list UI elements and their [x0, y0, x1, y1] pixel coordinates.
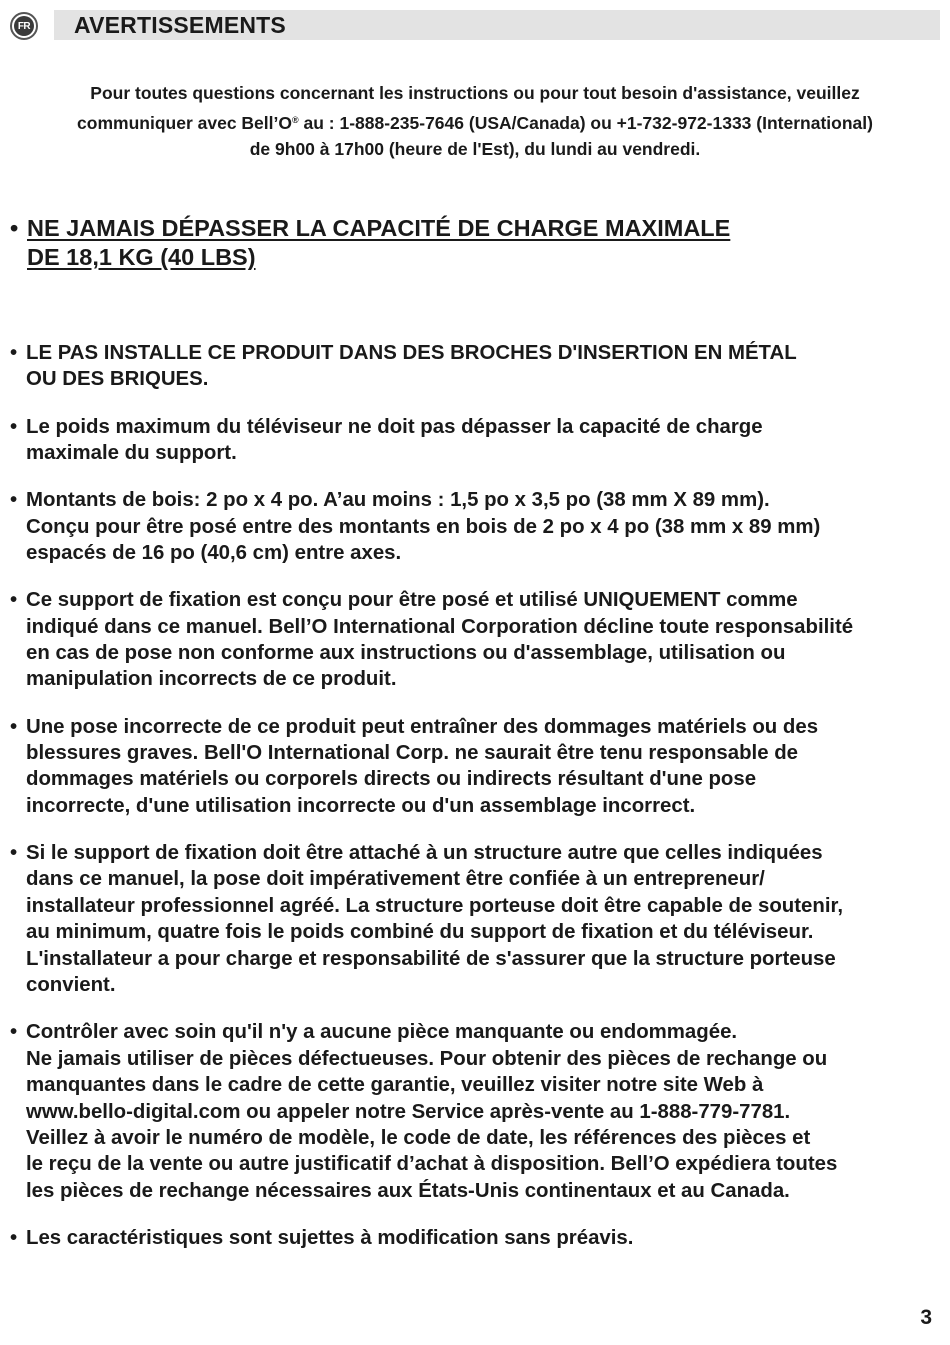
list-item-line: manquantes dans le cadre de cette garantie, veuillez visiter notre site Web à — [26, 1074, 764, 1097]
list-item-line: blessures graves. Bell'O International Corp. ne saurait être tenu responsable de — [26, 742, 799, 765]
list-item-line: convient. — [26, 974, 116, 997]
contact-info — [20, 80, 930, 163]
list-item-line: www.bello-digital.com ou appeler notre Service après-vente au 1-888-779-7781. — [26, 1100, 791, 1123]
list-item-line: en cas de pose non conforme aux instructions ou d'assemblage, utilisation ou — [26, 642, 786, 665]
list-item — [10, 714, 940, 820]
list-item-line: Les caractéristiques sont sujettes à modification sans préavis. — [26, 1226, 634, 1249]
list-item-line: Une pose incorrecte de ce produit peut entraîner des dommages matériels ou des — [26, 715, 819, 738]
page-title: AVERTISSEMENTS — [74, 12, 286, 38]
list-item-line: Ne jamais utiliser de pièces défectueuses. Pour obtenir des pièces de rechange ou — [26, 1047, 828, 1070]
language-badge-label: FR — [14, 16, 34, 36]
list-item-line: Montants de bois: 2 po x 4 po. A’au moins : 1,5 po x 3,5 po (38 mm X 89 mm). — [26, 489, 770, 512]
list-item-line: Veillez à avoir le numéro de modèle, le code de date, les références des pièces et — [26, 1126, 811, 1149]
list-item-line: LE PAS INSTALLE CE PRODUIT DANS DES BROCHES D'INSERTION EN MÉTAL — [26, 342, 797, 364]
list-item-line: incorrecte, d'une utilisation incorrecte ou d'un assemblage incorrect. — [26, 794, 696, 817]
bullet-dot: • — [10, 589, 18, 612]
list-item-line: Si le support de fixation doit être attaché à un structure autre que celles indiquées — [26, 842, 823, 865]
list-item — [10, 840, 940, 998]
page-number: 3 — [920, 1306, 932, 1329]
list-item — [10, 1225, 940, 1251]
list-item-line: manipulation incorrects de ce produit. — [26, 668, 397, 691]
bullet-dot: • — [10, 1226, 18, 1249]
bullet-dot: • — [10, 342, 18, 364]
list-item — [10, 587, 940, 693]
max-load-warning — [10, 214, 910, 272]
bullet-dot: • — [10, 715, 18, 738]
language-badge — [10, 12, 38, 40]
contact-line-2: communiquer avec Bell’O® au : 1-888-235-7646 (USA/Canada) ou +1-732-972-1333 (International) — [77, 112, 873, 133]
list-item — [10, 487, 940, 566]
contact-line-1: Pour toutes questions concernant les instructions ou pour tout besoin d'assistance, veuillez — [90, 83, 860, 103]
list-item-line: maximale du support. — [26, 442, 237, 465]
warning-list — [10, 340, 940, 1272]
registered-mark: ® — [291, 114, 299, 125]
list-item — [10, 1019, 940, 1204]
bullet-dot: • — [10, 415, 18, 438]
list-item-line: Ce support de fixation est conçu pour être posé et utilisé UNIQUEMENT comme — [26, 589, 798, 612]
list-item — [10, 340, 940, 393]
list-item-line: dommages matériels ou corporels directs ou indirects résultant d'une pose — [26, 768, 757, 791]
list-item-line: installateur professionnel agréé. La structure porteuse doit être capable de soutenir, — [26, 894, 843, 917]
max-load-warning-line-2: DE 18,1 KG (40 LBS) — [27, 244, 256, 270]
max-load-warning-line-1: NE JAMAIS DÉPASSER LA CAPACITÉ DE CHARGE MAXIMALE — [27, 215, 731, 241]
list-item-line: Le poids maximum du téléviseur ne doit pas dépasser la capacité de charge — [26, 415, 763, 438]
title-band — [54, 10, 940, 40]
bullet-dot: • — [10, 215, 19, 241]
section-header — [8, 10, 940, 42]
list-item-line: espacés de 16 po (40,6 cm) entre axes. — [26, 542, 402, 565]
list-item-line: OU DES BRIQUES. — [26, 368, 209, 391]
list-item-line: dans ce manuel, la pose doit impérativement être confiée à un entrepreneur/ — [26, 868, 765, 891]
list-item-line: les pièces de rechange nécessaires aux États-Unis continentaux et au Canada. — [26, 1179, 790, 1202]
list-item-line: L'installateur a pour charge et responsabilité de s'assurer que la structure porteuse — [26, 947, 836, 970]
list-item-line: Conçu pour être posé entre des montants en bois de 2 po x 4 po (38 mm x 89 mm) — [26, 515, 821, 538]
list-item-line: indiqué dans ce manuel. Bell’O International Corporation décline toute responsabilité — [26, 615, 854, 638]
list-item — [10, 414, 940, 467]
list-item-line: Contrôler avec soin qu'il n'y a aucune pièce manquante ou endommagée. — [26, 1021, 738, 1044]
bullet-dot: • — [10, 1021, 18, 1044]
bullet-dot: • — [10, 842, 18, 865]
bullet-dot: • — [10, 489, 18, 512]
contact-line-3: de 9h00 à 17h00 (heure de l'Est), du lundi au vendredi. — [249, 139, 701, 159]
list-item-line: le reçu de la vente ou autre justificatif d’achat à disposition. Bell’O expédiera toutes — [26, 1153, 838, 1176]
list-item-line: au minimum, quatre fois le poids combiné du support de fixation et du téléviseur. — [26, 921, 814, 944]
